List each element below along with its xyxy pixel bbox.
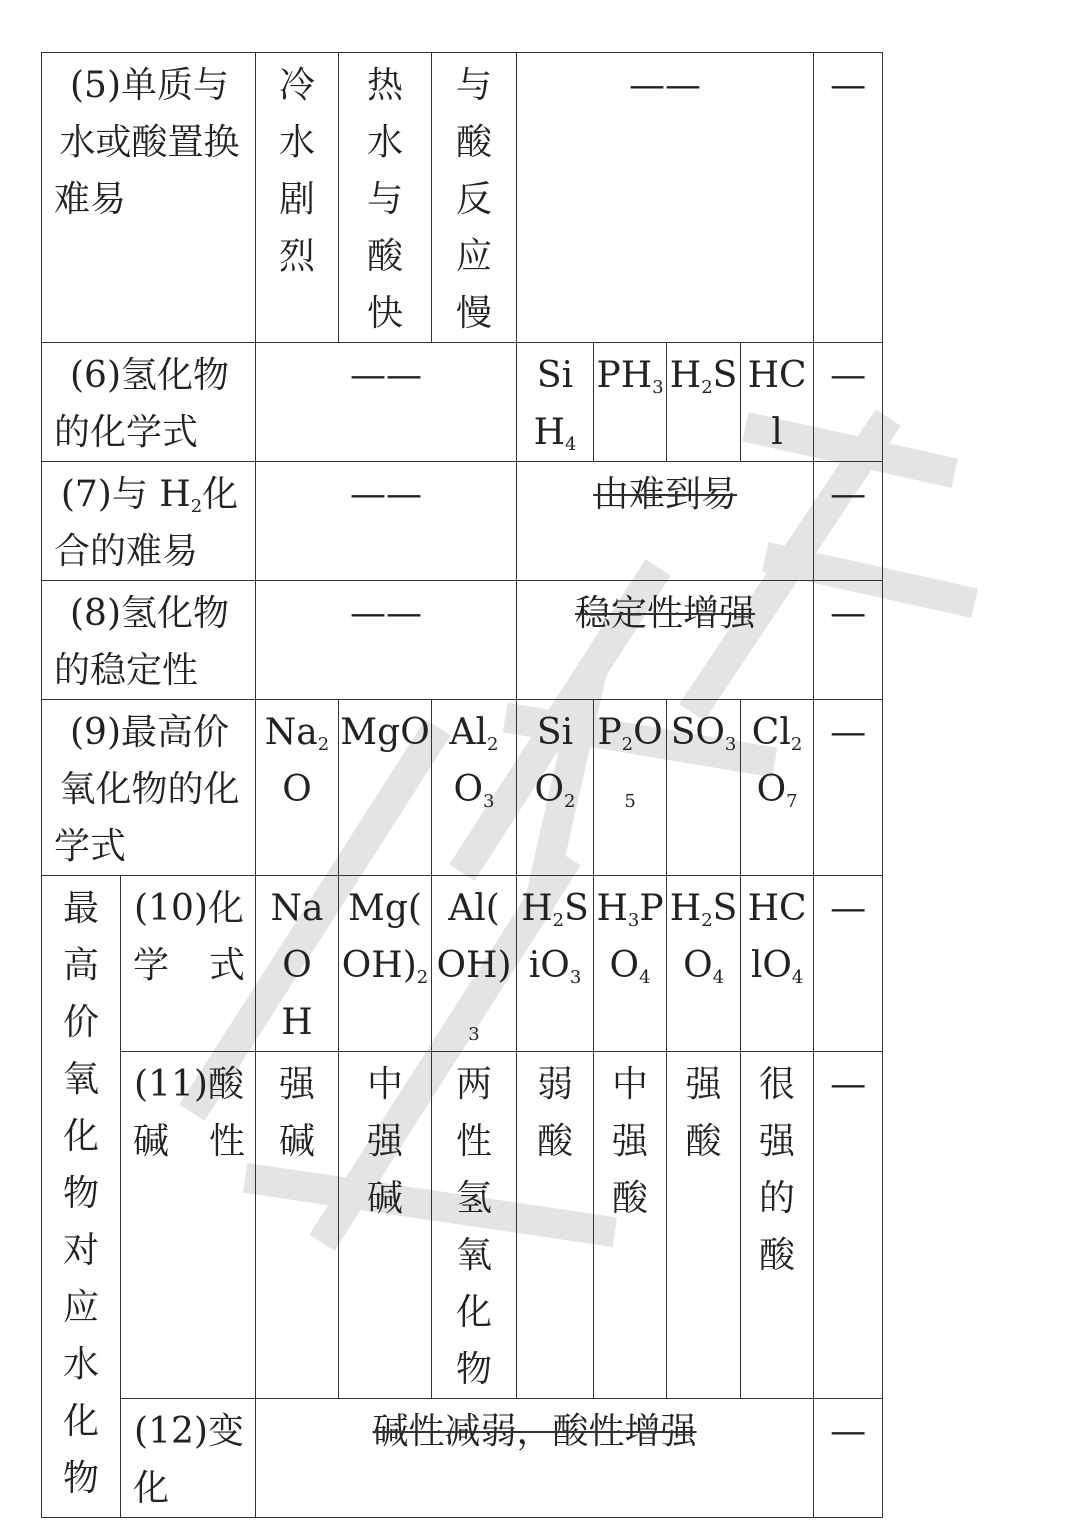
cell-dash: —— <box>256 343 517 462</box>
group-label: 最高价氧化物对应水化物 <box>42 876 121 1518</box>
cell-s: 强酸 <box>667 1052 741 1399</box>
cell-cl: HC l <box>741 343 814 462</box>
row-label: (7)与 $H_2$化合的难易 <box>42 462 256 581</box>
cell-s: $SO_3$ <box>667 700 741 876</box>
row-label: (12)变化 <box>121 1399 256 1518</box>
cell-na: 冷水剧烈 <box>256 53 339 343</box>
cell-cl: 很强的酸 <box>741 1052 814 1399</box>
row-11 <box>42 1052 883 1399</box>
periodic-properties-table <box>41 52 883 1518</box>
cell-al: Al( OH) $_3$ <box>432 876 517 1052</box>
row-7 <box>42 462 883 581</box>
cell-al: 两性氢氧化物 <box>432 1052 517 1399</box>
trend-text: 由难到易 <box>517 462 814 581</box>
row-8 <box>42 581 883 700</box>
cell-last: — <box>814 700 883 876</box>
cell-p: $P_2O$ $_5$ <box>594 700 667 876</box>
cell-last: — <box>814 1052 883 1399</box>
cell-cl: $Cl_2$ $O_7$ <box>741 700 814 876</box>
cell-na: $Na_2$ O <box>256 700 339 876</box>
cell-al: 与酸反应慢 <box>432 53 517 343</box>
cell-last: — <box>814 876 883 1052</box>
cell-na: NaO H <box>256 876 339 1052</box>
cell-mg: MgO <box>339 700 432 876</box>
cell-mg: 热水与酸快 <box>339 53 432 343</box>
cell-p: $PH_3$ <box>594 343 667 462</box>
row-label: (10)化学式 <box>121 876 256 1052</box>
trend-text: 稳定性增强 <box>517 581 814 700</box>
row-label: (5)单质与水或酸置换难易 <box>42 53 256 343</box>
row-9 <box>42 700 883 876</box>
cell-si: Si $O_2$ <box>517 700 594 876</box>
cell-dash: —— <box>517 53 814 343</box>
trend-text: 碱性减弱，酸性增强 <box>256 1399 814 1518</box>
cell-cl: HC $lO_4$ <box>741 876 814 1052</box>
row-6 <box>42 343 883 462</box>
row-5 <box>42 53 883 343</box>
row-label: (8)氢化物的稳定性 <box>42 581 256 700</box>
cell-last: — <box>814 1399 883 1518</box>
row-10 <box>42 876 883 1052</box>
row-label: (11)酸碱性 <box>121 1052 256 1399</box>
cell-si: $H_2S$ $iO_3$ <box>517 876 594 1052</box>
cell-last: — <box>814 53 883 343</box>
row-label: (6)氢化物的化学式 <box>42 343 256 462</box>
cell-mg: Mg( $OH)_2$ <box>339 876 432 1052</box>
row-12 <box>42 1399 883 1518</box>
cell-s: $H_2S$ <box>667 343 741 462</box>
cell-p: $H_3P$ $O_4$ <box>594 876 667 1052</box>
cell-last: — <box>814 462 883 581</box>
cell-dash: —— <box>256 462 517 581</box>
cell-mg: 中强碱 <box>339 1052 432 1399</box>
cell-s: $H_2S$ $O_4$ <box>667 876 741 1052</box>
cell-last: — <box>814 343 883 462</box>
cell-si: Si $H_4$ <box>517 343 594 462</box>
cell-p: 中强酸 <box>594 1052 667 1399</box>
cell-last: — <box>814 581 883 700</box>
cell-al: $Al_2$ $O_3$ <box>432 700 517 876</box>
row-label: (9)最高价氧化物的化学式 <box>42 700 256 876</box>
cell-na: 强碱 <box>256 1052 339 1399</box>
cell-si: 弱酸 <box>517 1052 594 1399</box>
cell-dash: —— <box>256 581 517 700</box>
